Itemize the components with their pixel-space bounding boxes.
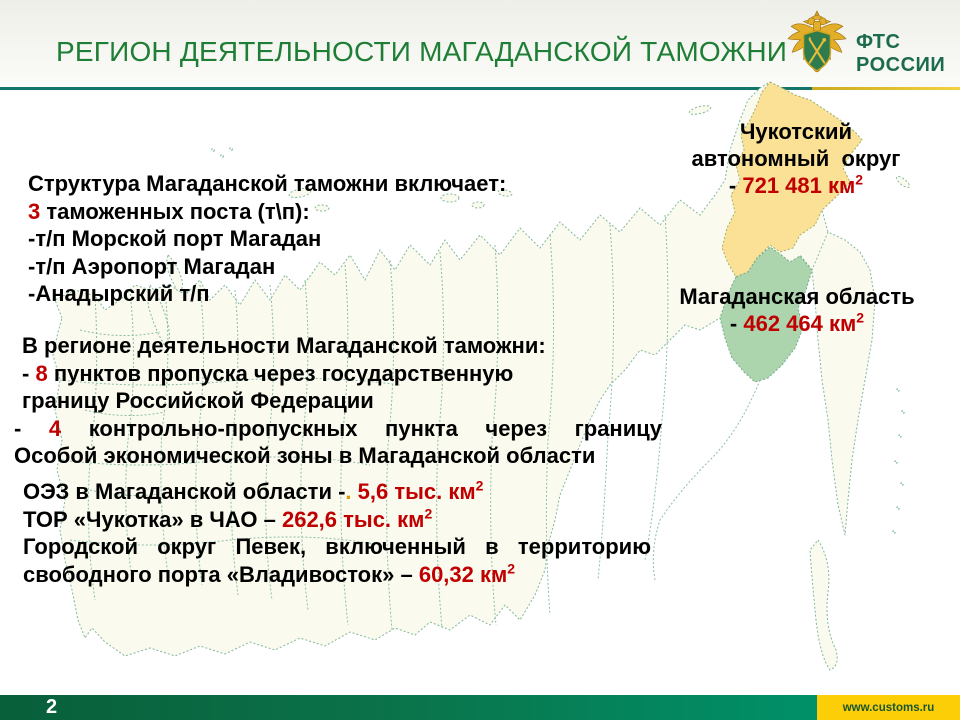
structure-line2: 3 таможенных поста (т\п): bbox=[28, 198, 310, 224]
region-line1: В регионе деятельности Магаданской таможни: bbox=[22, 333, 546, 358]
fts-emblem-icon bbox=[786, 10, 848, 78]
region-block bbox=[14, 332, 662, 470]
chukotka-label-line2: автономный округ bbox=[691, 146, 901, 171]
chukotka-label bbox=[650, 118, 942, 199]
structure-line5: -Анадырский т/п bbox=[28, 281, 210, 306]
zones-line4: свободного порта «Владивосток» – 60,32 $км^2$ bbox=[23, 560, 516, 587]
magadan-label bbox=[645, 283, 949, 337]
region-line4: - 4 контрольно-пропускных пункта через границу bbox=[14, 415, 662, 441]
structure-line4: -т/п Аэропорт Магадан bbox=[28, 253, 276, 279]
chukotka-label-line1: Чукотский bbox=[739, 119, 853, 144]
structure-line1: Структура Магаданской таможни включает: bbox=[28, 171, 507, 196]
region-line5: Особой экономической зоны в Магаданской области bbox=[14, 443, 596, 468]
page-title: РЕГИОН ДЕЯТЕЛЬНОСТИ МАГАДАНСКОЙ ТАМОЖНИ bbox=[56, 36, 788, 67]
chukotka-label-area: - 721 481 $км^2$ bbox=[728, 171, 864, 198]
page-number: 2 bbox=[46, 696, 58, 718]
footer-link[interactable]: www.customs.ru bbox=[842, 701, 935, 714]
region-line3: границу Российской Федерации bbox=[22, 388, 374, 413]
zones-line3: Городской округ Певек, включенный в территорию bbox=[23, 534, 651, 559]
fts-logo-text bbox=[856, 31, 945, 77]
structure-block bbox=[28, 170, 588, 308]
region-line2: - 8 пунктов пропуска через государственную bbox=[22, 360, 514, 386]
structure-line3: -т/п Морской порт Магадан bbox=[28, 226, 322, 251]
magadan-label-line1: Магаданская область bbox=[679, 284, 915, 309]
zones-line1: ОЭЗ в Магаданской области -. 5,6 тыс. $км^2$ bbox=[23, 477, 484, 504]
fts-logo-line2: РОССИИ bbox=[856, 54, 946, 76]
footer-green-bar bbox=[0, 695, 817, 720]
footer-yellow-bar bbox=[817, 695, 960, 720]
zones-line2: ТОР «Чукотка» в ЧАО – 262,6 тыс. $км^2$ bbox=[23, 505, 433, 532]
footer-bar bbox=[0, 695, 960, 720]
magadan-label-area: - 462 464 $км^2$ bbox=[729, 309, 865, 336]
fts-logo-line1: ФТС bbox=[856, 31, 901, 53]
zones-block bbox=[23, 478, 651, 588]
